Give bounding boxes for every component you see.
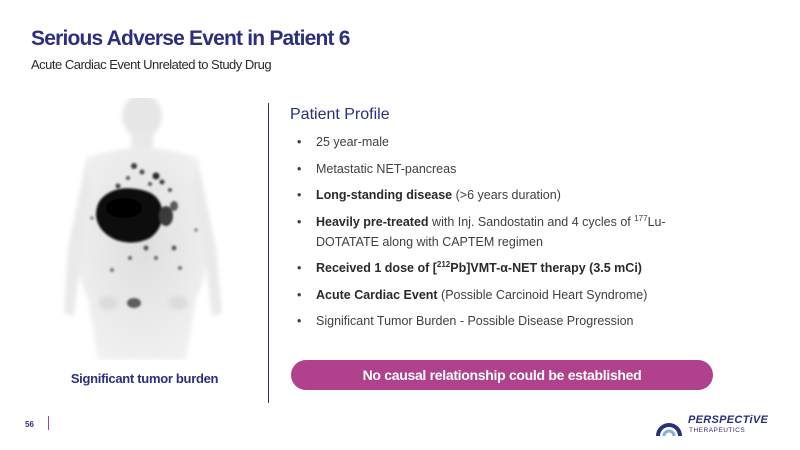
list-item: • Significant Tumor Burden - Possible Disease Progression [297,311,727,331]
conclusion-banner: No causal relationship could be established [291,360,713,390]
logo-name: PERSPECTiVE [688,414,769,426]
list-item: • Heavily pre-treated with Inj. Sandostatin and 4 cycles of $^{177}$Lu-DOTATATE along with CAPTEM regimen [297,212,727,252]
page-number-bar [48,416,49,430]
page-number: 56 [25,420,34,429]
company-logo [655,410,785,440]
list-item: • Long-standing disease (>6 years duration) [297,185,727,205]
patient-profile-list [297,132,727,338]
pet-scan-image [46,98,238,360]
slide-title: Serious Adverse Event in Patient 6 [31,27,350,50]
profile-heading: Patient Profile [290,106,390,123]
slide-subtitle: Acute Cardiac Event Unrelated to Study Drug [31,57,272,72]
logo-mark-icon [655,412,683,438]
logo-subtitle: THERAPEUTICS [689,427,746,434]
list-item: • Metastatic NET-pancreas [297,159,727,179]
vertical-divider [268,103,269,403]
list-item: • 25 year-male [297,132,727,152]
list-item: • Received 1 dose of [$^{212}$Pb]VMT-α-NET therapy (3.5 mCi) [297,258,727,278]
list-item: • Acute Cardiac Event (Possible Carcinoid Heart Syndrome) [297,285,727,305]
scan-caption: Significant tumor burden [70,371,219,386]
